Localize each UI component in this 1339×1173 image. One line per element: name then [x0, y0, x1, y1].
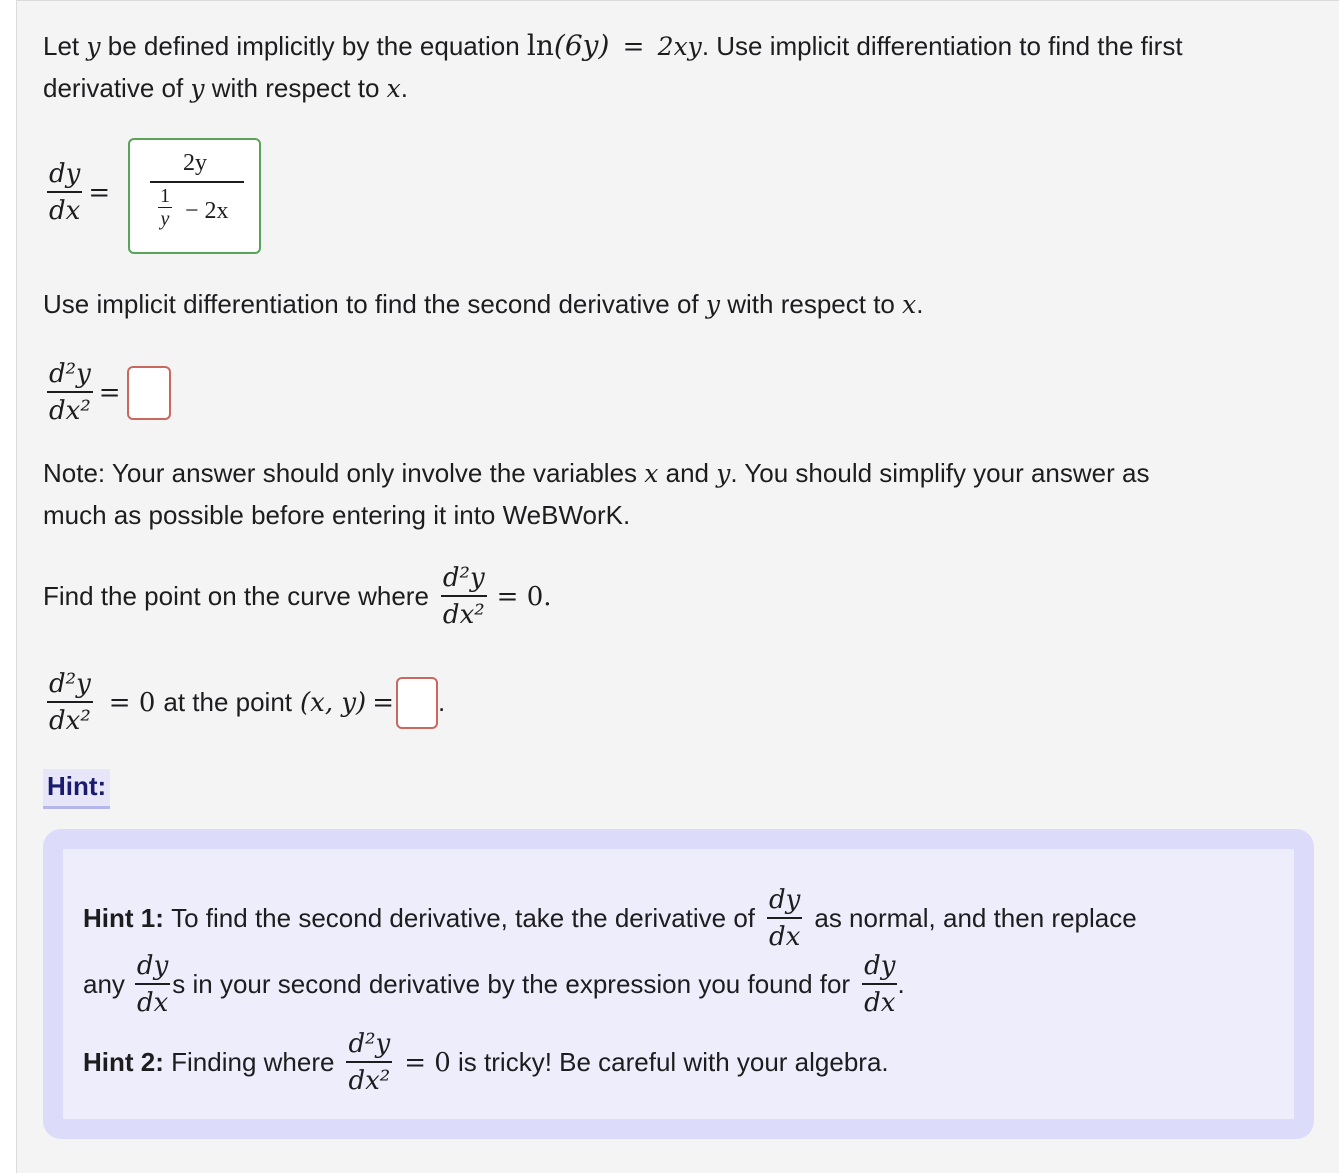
intro-line-2 — [43, 67, 408, 110]
note-line-2: much as possible before entering it into WeBWorK. — [43, 500, 631, 530]
d2y-dx2-fraction: $\frac{\text{d²y}}{\text{dx²}}$ — [348, 1029, 391, 1096]
intro-text: with respect to — [211, 73, 380, 103]
point-answer-field[interactable] — [396, 677, 438, 729]
point-coords: (x, y) — [300, 687, 367, 718]
ln-func: ln — [526, 29, 554, 62]
dy-dx-fraction: $\frac{dy}{dx}$ — [769, 885, 801, 952]
intro-text: . Use implicit differentiation to find the first — [701, 31, 1183, 61]
equals-sign: = — [98, 377, 121, 408]
answer-fraction-bar — [150, 181, 244, 183]
equals-sign: = — [88, 177, 111, 208]
second-derivative-row — [47, 359, 171, 426]
dy-dx-fraction: $\frac{dy}{dx}$ — [49, 159, 81, 226]
first-derivative-row — [47, 159, 116, 226]
equals-sign: = — [622, 32, 645, 62]
var-y: y — [716, 459, 731, 488]
equation-rhs: 2xy — [657, 32, 702, 61]
dy-dx-fraction: $\frac{dy}{dx}$ — [864, 951, 896, 1018]
find-point-line: Find the point on the curve where $\frac{\text{d²y}}{\text{dx²}}$ = 0. — [43, 563, 552, 630]
hint-1-line-1: Hint 1: To find the second derivative, take the derivative of $\frac{dy}{dx}$ as normal, and then replace — [83, 885, 1137, 952]
answer-numerator: 2y — [183, 150, 207, 176]
var-y: y — [705, 290, 721, 319]
d2y-dx2-fraction: $\frac{\text{d²y}}{\text{dx²}}$ — [49, 359, 91, 426]
ln-argument: (6y) — [553, 29, 610, 62]
intro-text: Let — [43, 31, 80, 61]
hint-panel — [43, 829, 1314, 1139]
note-line-1: Note: Your answer should only involve the variables x and y. You should simplify your answer as — [43, 458, 1150, 488]
hint-1-line-2: any $\frac{dy}{dx}$ s in your second derivative by the expression you found for $\frac{dy}{dx}$ . — [83, 951, 905, 1018]
hint-content — [63, 849, 1294, 1119]
problem-panel — [16, 0, 1339, 1173]
var-y: y — [190, 74, 205, 103]
var-x: x — [902, 290, 917, 319]
hint-toggle[interactable]: Hint: — [43, 769, 110, 809]
d2y-dx2-fraction: $\frac{\text{d²y}}{\text{dx²}}$ — [442, 563, 485, 630]
second-derivative-answer-field[interactable] — [127, 366, 171, 420]
equals-sign: = — [372, 687, 394, 718]
dy-dx-fraction: $\frac{dy}{dx}$ — [136, 951, 169, 1018]
intro-text: be defined implicitly by the equation — [107, 31, 520, 61]
intro-line-1 — [43, 25, 1183, 68]
var-x: x — [386, 74, 401, 103]
point-answer-row: $\frac{\text{d²y}}{\text{dx²}}$ = 0 at the point (x, y) = . — [49, 669, 446, 736]
hint-2-line: Hint 2: Finding where $\frac{\text{d²y}}{\text{dx²}}$ = 0 is tricky! Be careful with your algebra. — [83, 1029, 889, 1096]
intro-text: . — [400, 73, 408, 103]
var-y: y — [86, 32, 101, 61]
var-x: x — [644, 459, 659, 488]
answer-denominator-rest: − 2x — [185, 198, 229, 224]
first-derivative-answer-field[interactable] — [128, 138, 261, 254]
answer-inner-fraction: 1 y — [160, 185, 170, 230]
second-prompt: Use implicit differentiation to find the second derivative of y with respect to x. — [43, 289, 924, 319]
d2y-dx2-fraction: $\frac{\text{d²y}}{\text{dx²}}$ — [49, 669, 91, 736]
intro-text: derivative of — [43, 73, 184, 103]
